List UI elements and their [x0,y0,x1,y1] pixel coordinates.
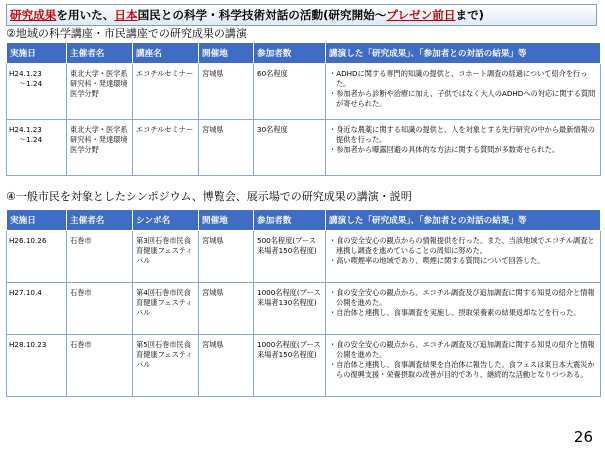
cell-organizer: 石巻市 [67,231,133,283]
cell-participants: 500名程度(ブース来場者150名程度) [254,231,326,283]
section2-heading: ②地域の科学講座・市民講座での研究成果の講演 [6,27,247,40]
cell-date: H26.10.26 [7,231,67,283]
column-header-participants: 参加者数 [254,210,326,231]
column-header-date: 実施日 [7,43,67,64]
cell-results [326,283,601,335]
cell-participants: 1000名程度(ブース来場者130名程度) [254,283,326,335]
title-text-1: を用いた、 [56,8,115,22]
column-header-organizer: 主催者名 [67,210,133,231]
cell-symposium-name: 第4回石巻市民食育健康フェスティバル [133,283,199,335]
table-row [7,64,601,120]
cell-organizer: 東北大学・医学系研究科・発達環境医学分野 [67,64,133,120]
cell-venue: 宮城県 [199,335,254,397]
column-header-date: 実施日 [7,210,67,231]
table-row [7,231,601,283]
result-item: ・身近な農薬に関する知識の提供と、人を対象とする先行研究の中から最新情報の提供を行った。 [329,125,595,144]
column-header-venue: 開催地 [199,43,254,64]
local-lecture-table [6,42,601,176]
column-header-organizer: 主催者名 [67,43,133,64]
column-header-results: 講演した「研究成果」、「参加者との対話の結果」等 [326,210,601,231]
cell-results [326,231,601,283]
table-row [7,335,601,397]
title-highlight-research-results: 研究成果 [10,8,57,22]
cell-venue: 宮城県 [199,283,254,335]
cell-organizer: 石巻市 [67,335,133,397]
result-item: ・食の安全安心の観点からの情報提供を行った。また、当該地域でエコチル調査と連携し調査を進めていることの周知に努めた。 [329,236,595,255]
column-header-course-name: 講座名 [133,43,199,64]
cell-course-name: エコチルセミナー [133,64,199,120]
page-number: 26 [573,428,593,446]
cell-course-name: エコチルセミナー [133,120,199,176]
column-header-venue: 開催地 [199,210,254,231]
cell-participants: 30名程度 [254,120,326,176]
cell-date: H28.10.23 [7,335,67,397]
cell-organizer: 石巻市 [67,283,133,335]
table-header-row [7,43,601,64]
cell-results [326,335,601,397]
date-end: 〜1.24 [19,79,43,88]
column-header-participants: 参加者数 [254,43,326,64]
result-item: ・自治体と連携し、食事調査を実施し、摂取栄養素の結果返却などを行った。 [329,308,581,317]
result-item: ・参加者から曝露回避の具体的な方法に関する質問が多数寄せられた。 [329,145,560,154]
result-item: ・自治体と連携し、食事調査結果を自治体に報告した。食フェスは東日本大震災からの復興支援・栄養摂取の改善が目的であり、継続的な活動となりつつある。 [329,360,595,379]
cell-results [326,64,601,120]
result-item: ・高い喫煙率の地域であり、喫煙に関する質問について回答した。 [329,256,545,265]
result-item: ・食の安全安心の観点から、エコチル調査及び追加調査に関する知見の紹介と情報公開を進めた。 [329,340,595,359]
cell-participants: 60名程度 [254,64,326,120]
cell-venue: 宮城県 [199,231,254,283]
date-start: H24.1.23 [9,125,42,134]
date-start: H24.1.23 [9,69,42,78]
section4-heading: ④一般市民を対象としたシンポジウム、博覧会、展示場での研究成果の講演・説明 [6,190,412,203]
symposium-table [6,209,601,397]
cell-symposium-name: 第3回石巻市民食育健康フェスティバル [133,231,199,283]
title-highlight-presentation-eve: プレゼン前日 [386,8,456,22]
column-header-symposium-name: シンポ名 [133,210,199,231]
cell-date [7,64,67,120]
table-header-row [7,210,601,231]
cell-participants: 1000名程度(ブース来場者150名程度) [254,335,326,397]
result-item: ・ADHDに関する専門的知識の提供と、コホート調査の経過について紹介を行った。 [329,69,588,88]
slide-title [6,4,597,26]
date-end: 〜1.24 [19,135,43,144]
column-header-results: 講演した「研究成果」、「参加者との対話の結果」等 [326,43,601,64]
table-row [7,283,601,335]
cell-date [7,120,67,176]
cell-venue: 宮城県 [199,64,254,120]
cell-venue: 宮城県 [199,120,254,176]
cell-results [326,120,601,176]
title-text-2: 国民との科学・科学技術対話の活動(研究開始〜 [137,8,387,22]
cell-date: H27.10.4 [7,283,67,335]
cell-organizer: 東北大学・医学系研究科・発達環境医学分野 [67,120,133,176]
result-item: ・参加者から診断や治療に加え、子供ではなく大人のADHDへの対応に関する質問が寄せられた。 [329,89,596,108]
cell-symposium-name: 第5回石巻市民食育健康フェスティバル [133,335,199,397]
title-text-3: まで) [455,8,484,22]
title-highlight-japan: 日本 [114,8,138,22]
result-item: ・食の安全安心の観点から、エコチル調査及び追加調査に関する知見の紹介と情報公開を進めた。 [329,288,595,307]
table-row [7,120,601,176]
